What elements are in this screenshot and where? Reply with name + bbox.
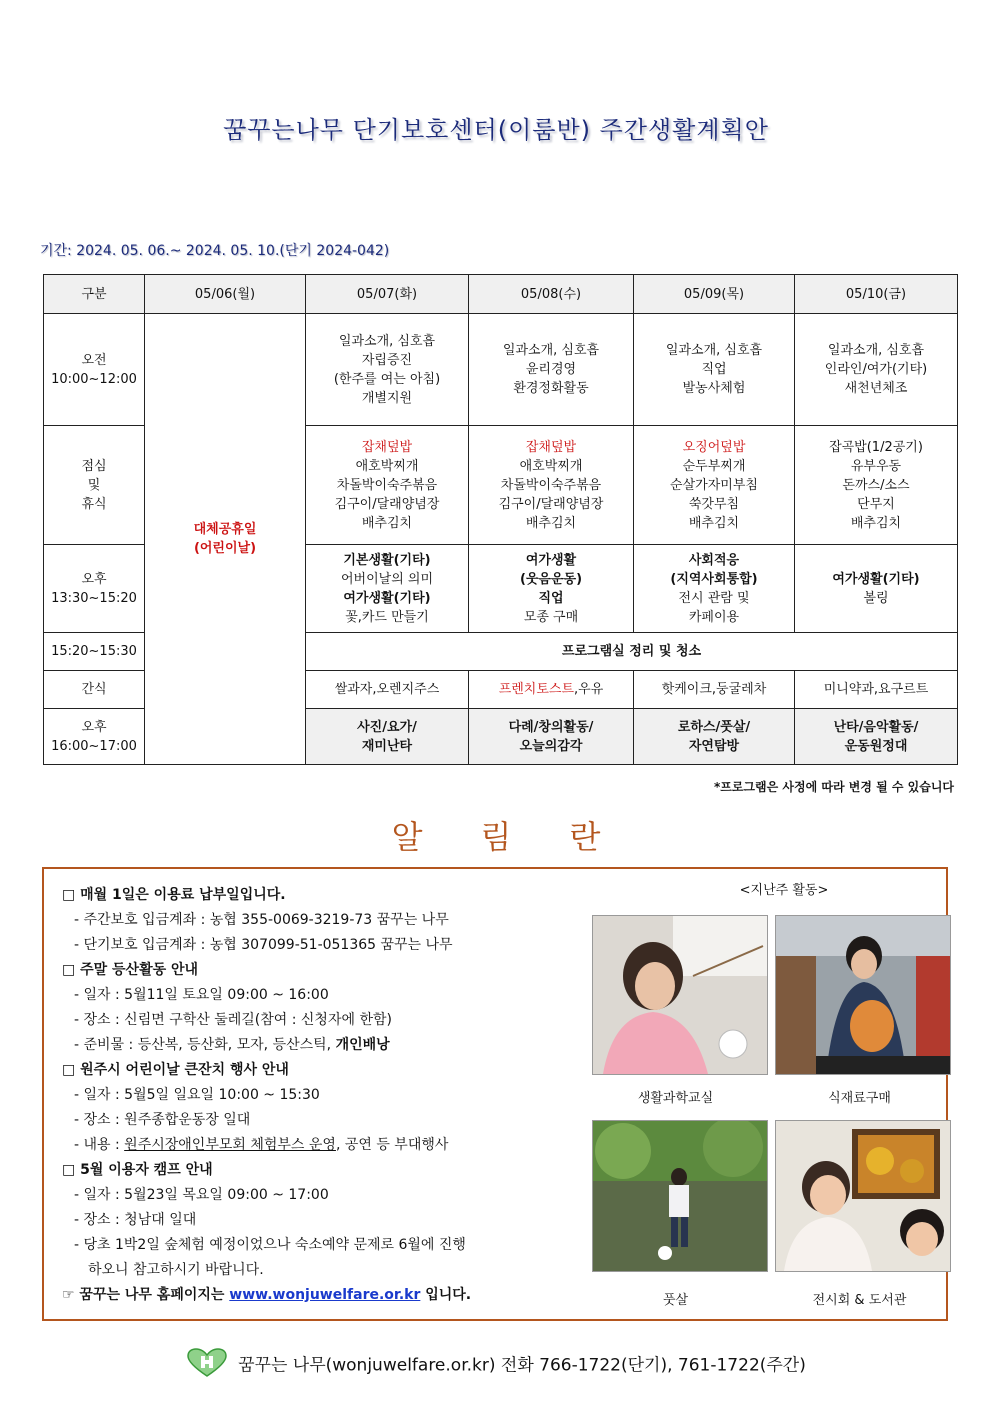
schedule-cell: 사진/요가/ 재미난타: [306, 709, 469, 765]
notice-line: 하오니 참고하시기 바랍니다.: [88, 1262, 264, 1278]
notice-line: - 내용 : 원주시장애인부모회 체험부스 운영, 공연 등 부대행사: [74, 1137, 449, 1153]
schedule-cell: 여가생활 (웃음운동) 직업 모종 구매: [469, 545, 634, 633]
heart-logo-icon: [186, 1348, 228, 1383]
schedule-cell: 일과소개, 심호흡 윤리경영 환경정화활동: [469, 314, 634, 426]
schedule-cell: 기본생활(기타) 어버이날의 의미 여가생활(기타) 꽃,카드 만들기: [306, 545, 469, 633]
notice-line: - 장소 : 청남대 일대: [74, 1212, 197, 1228]
snack-cell: 프렌치토스트,우유: [469, 671, 634, 709]
row-label: 간식: [44, 671, 145, 709]
menu-cell: 오징어덮밥 순두부찌개 순살가자미부침 쑥갓무침 배추김치: [634, 426, 795, 545]
schedule-cell: 일과소개, 심호흡 자립증진 (한주를 여는 아침) 개별지원: [306, 314, 469, 426]
schedule-cell: 로하스/풋살/ 자연탐방: [634, 709, 795, 765]
holiday-cell: 대체공휴일 (어린이날): [145, 314, 306, 765]
change-note: *프로그램은 사정에 따라 변경 될 수 있습니다: [714, 780, 954, 794]
homepage-link[interactable]: www.wonjuwelfare.or.kr: [229, 1287, 421, 1303]
row-label: 점심 및 휴식: [44, 426, 145, 545]
table-row: [44, 314, 958, 426]
row-label: 오후 16:00~17:00: [44, 709, 145, 765]
notice-heading: □ 5월 이용자 캠프 안내: [62, 1162, 213, 1178]
schedule-table: [43, 274, 958, 765]
notice-line: - 당초 1박2일 숲체험 예정이었으나 숙소예약 문제로 6월에 진행: [74, 1237, 466, 1253]
last-week-title: <지난주 활동>: [739, 883, 829, 898]
notice-line: - 장소 : 신림면 구학산 둘레길(참여 : 신청자에 한함): [74, 1012, 392, 1028]
table-header-row: [44, 275, 958, 314]
row-label: 오후 13:30~15:20: [44, 545, 145, 633]
footer: [0, 1348, 992, 1383]
notice-line: - 주간보호 입금계좌 : 농협 355-0069-3219-73 꿈꾸는 나무: [74, 912, 449, 928]
header-cell: 05/10(금): [795, 275, 958, 314]
snack-cell: 쌀과자,오렌지주스: [306, 671, 469, 709]
header-cell: 05/09(목): [634, 275, 795, 314]
schedule-cell: 다례/창의활동/ 오늘의감각: [469, 709, 634, 765]
header-cell: 05/07(화): [306, 275, 469, 314]
caption: 생활과학교실: [637, 1091, 714, 1106]
header-cell: 구분: [44, 275, 145, 314]
photo-futsal: [592, 1120, 768, 1272]
caption: 전시회 & 도서관: [812, 1293, 907, 1308]
footer-text: 꿈꾸는 나무(wonjuwelfare.or.kr) 전화 766-1722(단기), 761-1722(주간): [238, 1355, 806, 1376]
homepage-line: ☞ 꿈꾸는 나무 홈페이지는 www.wonjuwelfare.or.kr 입니다.: [62, 1287, 472, 1303]
notice-line: - 단기보호 입금계좌 : 농협 307099-51-051365 꿈꾸는 나무: [74, 937, 453, 953]
period-text: 기간: 2024. 05. 06.~ 2024. 05. 10.(단기 2024-042): [40, 243, 390, 259]
header-cell: 05/08(수): [469, 275, 634, 314]
schedule-cell: 난타/음악활동/ 운동원정대: [795, 709, 958, 765]
schedule-cell: 사회적응 (지역사회통합) 전시 관람 및 카페이용: [634, 545, 795, 633]
snack-cell: 미니약과,요구르트: [795, 671, 958, 709]
photo-science-class: [592, 915, 768, 1075]
schedule-cell: 일과소개, 심호흡 인라인/여가(기타) 새천년체조: [795, 314, 958, 426]
notice-heading: □ 매월 1일은 이용료 납부일입니다.: [62, 887, 286, 903]
notice-line: - 준비물 : 등산복, 등산화, 모자, 등산스틱, 개인배낭: [74, 1037, 390, 1053]
header-cell: 05/06(월): [145, 275, 306, 314]
cleanup-cell: 프로그램실 정리 및 청소: [306, 633, 958, 671]
notice-heading: □ 주말 등산활동 안내: [62, 962, 199, 978]
page-title: 꿈꾸는나무 단기보호센터(이룸반) 주간생활계획안: [223, 116, 769, 144]
notice-heading: □ 원주시 어린이날 큰잔치 행사 안내: [62, 1062, 289, 1078]
notice-line: - 일자 : 5월5일 일요일 10:00 ~ 15:30: [74, 1087, 320, 1103]
notice-box: [42, 867, 948, 1321]
notice-line: - 일자 : 5월23일 목요일 09:00 ~ 17:00: [74, 1187, 329, 1203]
row-label: 오전 10:00~12:00: [44, 314, 145, 426]
caption: 식재료구매: [828, 1091, 891, 1106]
menu-cell: 잡채덮밥 애호박찌개 차돌박이숙주볶음 김구이/달래양념장 배추김치: [306, 426, 469, 545]
caption: 풋살: [662, 1293, 689, 1308]
schedule-cell: 여가생활(기타) 볼링: [795, 545, 958, 633]
notice-title: 알림란: [391, 818, 659, 856]
notice-line: - 장소 : 원주종합운동장 일대: [74, 1112, 251, 1128]
photo-exhibition-library: [775, 1120, 951, 1272]
photo-grocery-shopping: [775, 915, 951, 1075]
menu-cell: 잡채덮밥 애호박찌개 차돌박이숙주볶음 김구이/달래양념장 배추김치: [469, 426, 634, 545]
notice-line: - 일자 : 5월11일 토요일 09:00 ~ 16:00: [74, 987, 329, 1003]
notice-list: [62, 883, 582, 1308]
snack-cell: 핫케이크,둥굴레차: [634, 671, 795, 709]
menu-cell: 잡곡밥(1/2공기) 유부우동 돈까스/소스 단무지 배추김치: [795, 426, 958, 545]
row-label: 15:20~15:30: [44, 633, 145, 671]
schedule-cell: 일과소개, 심호흡 직업 발농사체험: [634, 314, 795, 426]
